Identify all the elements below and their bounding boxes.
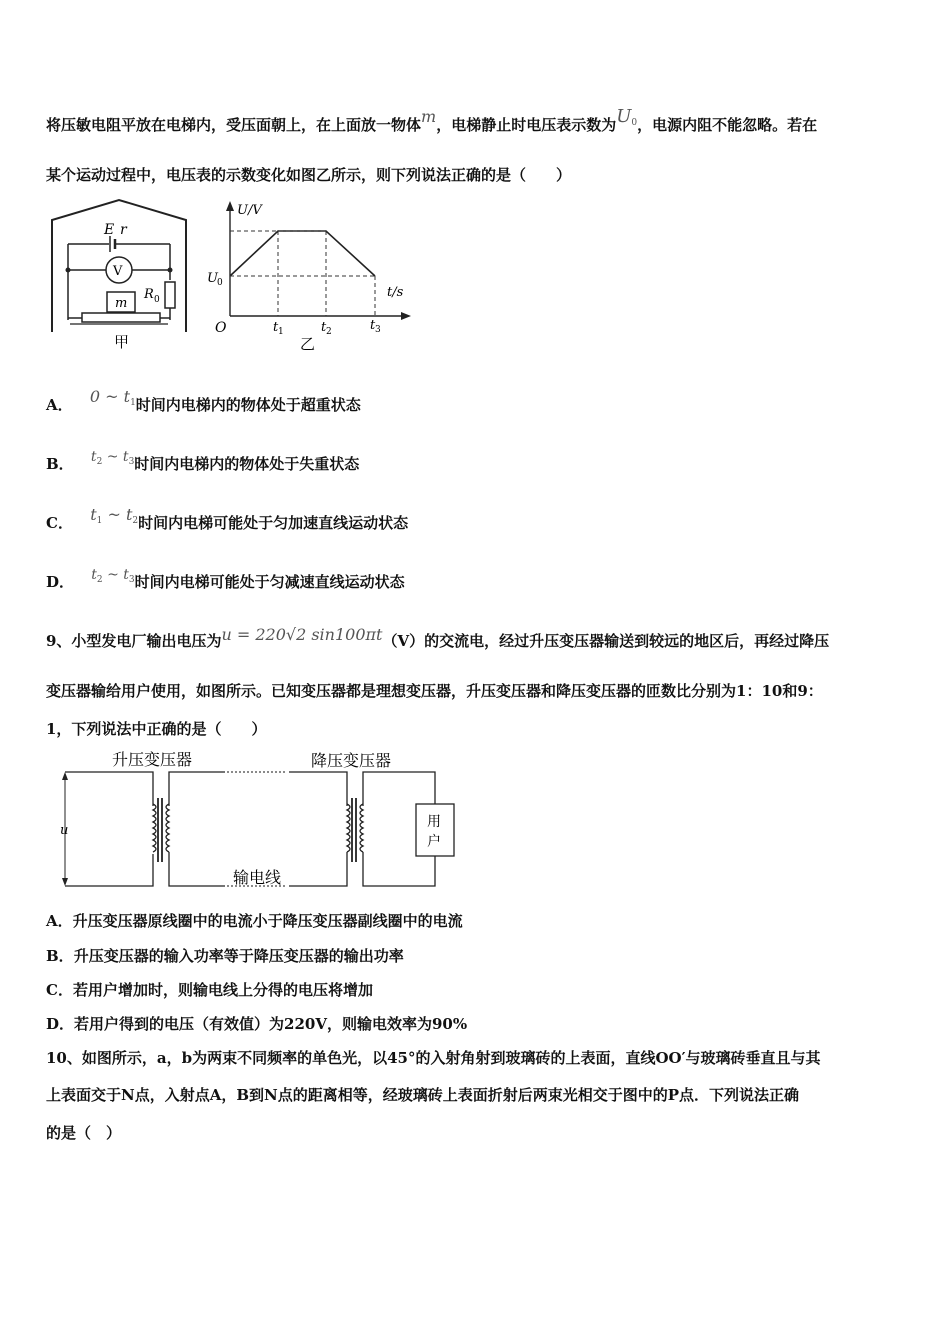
q8-line-2: 某个运动过程中，电压表的示数变化如图乙所示，则下列说法正确的是（ ） xyxy=(46,166,572,184)
option-range xyxy=(91,449,134,465)
option-text: 时间内电梯可能处于匀加速直线运动状态 xyxy=(138,514,409,532)
q9-line-3: 1，下列说法中正确的是（ ） xyxy=(46,720,267,738)
option-text: 时间内电梯内的物体处于超重状态 xyxy=(135,396,361,414)
q8-option-c xyxy=(46,505,409,534)
tick-U0-sub: 0 xyxy=(217,278,223,288)
voltage-curve xyxy=(230,231,375,276)
pressure-resistor-icon xyxy=(82,313,160,322)
tick-t2: t xyxy=(321,320,327,335)
option-text: 时间内电梯内的物体处于失重状态 xyxy=(134,455,360,473)
q10-line-2: 上表面交于N点，入射点A，B到N点的距离相等，经玻璃砖上表面折射后两束光相交于图中的P点．下列说法正确 xyxy=(46,1086,800,1104)
label-wire: 输电线 xyxy=(233,868,282,887)
q8-var-u0 xyxy=(616,106,637,127)
option-label: B． xyxy=(46,455,74,473)
q10-line-1: 10、如图所示，a，b为两束不同频率的单色光，以45°的入射角射到玻璃砖的上表面，直线OO′与玻璃砖垂直且与其 xyxy=(46,1049,821,1067)
option-text: 时间内电梯可能处于匀减速直线运动状态 xyxy=(134,573,405,591)
q9-option-d xyxy=(46,1013,467,1034)
q9-option-b xyxy=(46,945,404,966)
tick-t2-sub: 2 xyxy=(326,327,332,337)
u-arrow-down-icon xyxy=(62,878,68,886)
option-range-sub: 3 xyxy=(128,457,135,467)
tick-t3-sub: 3 xyxy=(375,325,381,335)
option-range-sub: 3 xyxy=(128,575,135,585)
option-label: C． xyxy=(46,514,73,532)
q8-u0-sub: 0 xyxy=(631,118,638,128)
label-R0: R xyxy=(144,287,154,302)
step-down-transformer-icon xyxy=(347,798,363,862)
label-R0-sub: 0 xyxy=(154,295,160,305)
caption-yi: 乙 xyxy=(300,335,316,353)
q8-text-b: ，电梯静止时电压表示数为 xyxy=(436,116,617,134)
q8-option-b xyxy=(46,449,360,475)
u-arrow-up-icon xyxy=(62,772,68,780)
resistor-r0-icon xyxy=(165,282,175,308)
q10-line-3: 的是（ ） xyxy=(46,1124,122,1142)
option-range-sub: 1 xyxy=(96,516,103,526)
q8-line-1 xyxy=(46,106,818,136)
q8-u0-letter: U xyxy=(616,106,632,127)
origin-label: O xyxy=(215,320,227,336)
option-range-sub: 2 xyxy=(96,457,103,467)
tick-t1-sub: 1 xyxy=(278,327,284,337)
q8-option-a xyxy=(46,387,361,416)
option-range-mid: ~ t xyxy=(102,567,129,583)
option-range-sub: 2 xyxy=(96,575,103,585)
option-label: C． xyxy=(46,981,73,999)
q8-var-m: m xyxy=(421,107,437,126)
option-range-mid: ~ t xyxy=(102,505,133,524)
label-r: r xyxy=(120,222,127,238)
option-label: A． xyxy=(46,396,73,414)
label-m: m xyxy=(115,296,128,311)
label-u: u xyxy=(60,823,69,838)
q9-option-a xyxy=(46,910,463,931)
option-range-text: 0 ~ t xyxy=(89,387,131,406)
q8-option-d xyxy=(46,567,405,593)
label-E: E xyxy=(104,222,115,238)
q8-figure-graph xyxy=(205,198,420,353)
tick-t3: t xyxy=(370,318,376,333)
option-range-sub: 2 xyxy=(132,516,139,526)
y-axis-label: U/V xyxy=(237,203,262,218)
option-range xyxy=(91,567,134,583)
option-text: 若用户得到的电压（有效值）为220V，则输电效率为90% xyxy=(74,1015,468,1033)
option-range-text: t xyxy=(90,449,97,465)
tick-t1: t xyxy=(273,320,279,335)
q9-text-b: （V）的交流电，经过升压变压器输送到较远的地区后，再经过降压 xyxy=(382,632,830,650)
option-label: A． xyxy=(46,912,73,930)
option-label: D． xyxy=(46,573,75,591)
option-text: 升压变压器的输入功率等于降压变压器的输出功率 xyxy=(73,947,404,965)
tick-U0: U xyxy=(207,271,218,286)
option-range-sub: 1 xyxy=(130,398,136,408)
option-range-text: t xyxy=(91,567,97,583)
option-text: 若用户增加时，则输电线上分得的电压将增加 xyxy=(72,981,373,999)
q9-line-2: 变压器输给用户使用，如图所示。已知变压器都是理想变压器，升压变压器和降压变压器的匝数比分别为1：10和9： xyxy=(46,682,823,700)
option-label: D． xyxy=(46,1015,75,1033)
step-up-transformer-icon xyxy=(153,798,169,862)
user-label-1: 用 xyxy=(427,814,441,830)
option-range-mid: ~ t xyxy=(102,449,129,465)
q8-text-a: 将压敏电阻平放在电梯内，受压面朝上，在上面放一物体 xyxy=(46,116,422,134)
q9-figure-transmission xyxy=(55,746,465,894)
q8-text-c: ，电源内阻不能忽略。若在 xyxy=(637,116,818,134)
option-text: 升压变压器原线圈中的电流小于降压变压器副线圈中的电流 xyxy=(72,912,463,930)
q8-figure-circuit xyxy=(44,196,204,351)
option-label: B． xyxy=(46,947,74,965)
y-axis-arrow-icon xyxy=(226,201,234,211)
q9-text-a: 9、小型发电厂输出电压为 xyxy=(46,632,222,650)
q9-line-1 xyxy=(46,625,830,651)
label-V: V xyxy=(113,264,123,279)
q9-option-c xyxy=(46,979,373,1000)
option-range xyxy=(90,387,136,406)
user-label-2: 户 xyxy=(427,834,441,850)
q9-formula: u = 220√2 sin100πt xyxy=(221,625,383,644)
x-axis-arrow-icon xyxy=(401,312,411,320)
option-range-text: t xyxy=(90,505,97,524)
option-range xyxy=(90,505,138,524)
label-step-up: 升压变压器 xyxy=(112,750,193,769)
caption-jia: 甲 xyxy=(114,333,130,351)
label-step-down: 降压变压器 xyxy=(311,751,392,770)
x-axis-label: t/s xyxy=(387,285,404,300)
